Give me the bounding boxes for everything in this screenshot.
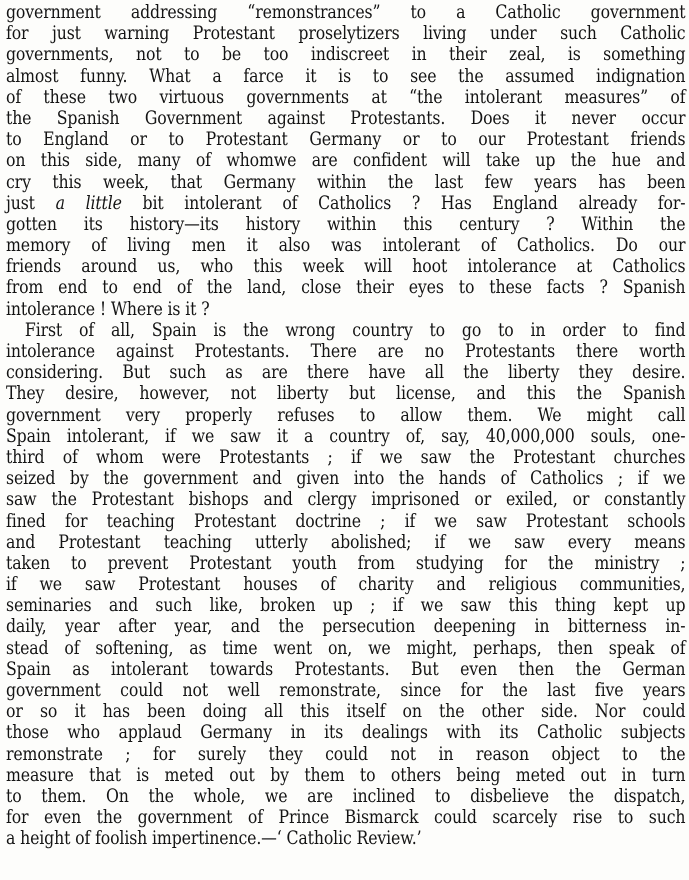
article-line: memory of living men it also was intolerant of Catholics. Do our bbox=[6, 235, 686, 257]
article-line: seized by the government and given into the hands of Catholics ; if we bbox=[6, 468, 686, 490]
article-line: government addressing “remonstrances” to a Catholic government bbox=[6, 2, 686, 23]
article-line: on this side, many of whomwe are confident will take up the hue and bbox=[6, 150, 686, 172]
article-line: fined for teaching Protestant doctrine ; if we saw Protestant schools bbox=[6, 510, 686, 532]
article-line: gotten its history—its history within this century ? Within the bbox=[6, 213, 686, 235]
article-line: seminaries and such like, broken up ; if we saw this thing kept up bbox=[6, 595, 686, 617]
article-line: government could not well remonstrate, since for the last five years bbox=[6, 680, 686, 701]
article-line: to England or to Protestant Germany or to our Protestant friends bbox=[6, 129, 686, 151]
article-line: They desire, however, not liberty but license, and this the Spanish bbox=[6, 383, 686, 405]
article-line: Spain intolerant, if we saw it a country of, say, 40,000,000 souls, one- bbox=[6, 425, 686, 447]
article-line: third of whom were Protestants ; if we saw the Protestant churches bbox=[6, 446, 686, 468]
article-line: for even the government of Prince Bismarck could scarcely rise to such bbox=[6, 807, 686, 829]
article-line: governments, not to be too indiscreet in their zeal, is something bbox=[6, 44, 686, 66]
article-line: saw the Protestant bishops and clergy imprisoned or exiled, or constantly bbox=[6, 489, 686, 511]
emphasis-text: a little bbox=[55, 192, 122, 214]
article-line: considering. But such as are there have all the liberty they desire. bbox=[6, 362, 686, 384]
article-line: daily, year after year, and the persecution deepening in bitterness in- bbox=[6, 616, 686, 638]
article-line: for just warning Protestant proselytizers living under such Catholic bbox=[6, 23, 686, 45]
article-line: First of all, Spain is the wrong country to go to in order to find bbox=[24, 319, 686, 341]
article-line: Spain as intolerant towards Protestants. But even then the German bbox=[6, 658, 686, 680]
article-line: or so it has been doing all this itself on the other side. Nor could bbox=[6, 701, 686, 723]
article-column bbox=[6, 2, 686, 850]
article-line: intolerance ! Where is it ? bbox=[6, 298, 210, 320]
article-line: almost funny. What a farce it is to see the assumed indignation bbox=[6, 65, 686, 87]
article-line: measure that is meted out by them to others being meted out in turn bbox=[6, 764, 686, 786]
article-line: the Spanish Government against Protestants. Does it never occur bbox=[6, 107, 686, 129]
article-line: to them. On the whole, we are inclined to disbelieve the dispatch, bbox=[6, 785, 686, 807]
article-line: taken to prevent Protestant youth from studying for the ministry ; bbox=[6, 552, 686, 574]
article-line: a height of foolish impertinence.—‘ Catholic Review.’ bbox=[6, 828, 422, 850]
article-line: intolerance against Protestants. There are no Protestants there worth bbox=[6, 341, 686, 362]
article-line: remonstrate ; for surely they could not in reason object to the bbox=[6, 743, 686, 765]
article-line: of these two virtuous governments at “the intolerant measures” of bbox=[6, 86, 686, 108]
article-line: government very properly refuses to allow them. We might call bbox=[6, 404, 686, 426]
article-line: if we saw Protestant houses of charity and religious communities, bbox=[6, 574, 686, 596]
article-line: just a little bit intolerant of Catholics ? Has England already for- bbox=[6, 192, 686, 214]
article-line: stead of softening, as time went on, we might, perhaps, then speak of bbox=[6, 637, 686, 659]
article-line: from end to end of the land, close their eyes to these facts ? Spanish bbox=[6, 277, 686, 299]
article-line: those who applaud Germany in its dealings with its Catholic subjects bbox=[6, 722, 686, 744]
article-line: friends around us, who this week will hoot intolerance at Catholics bbox=[6, 256, 686, 278]
article-line: cry this week, that Germany within the last few years has been bbox=[6, 171, 686, 193]
article-line: and Protestant teaching utterly abolished; if we saw every means bbox=[6, 531, 686, 553]
